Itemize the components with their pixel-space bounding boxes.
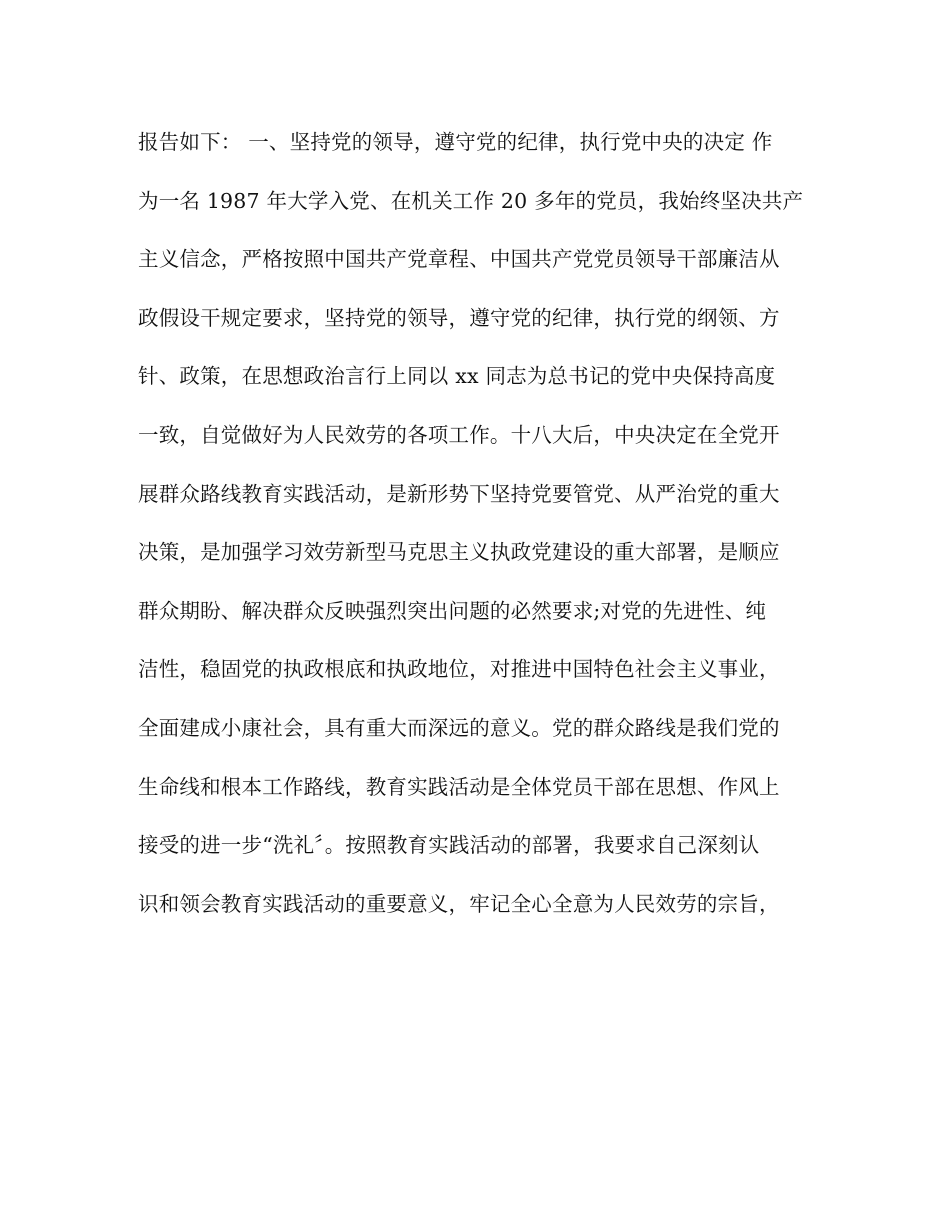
text-line: 一致，自觉做好为人民效劳的各项工作。十八大后，中央决定在全党开 [138, 422, 780, 447]
text-line: 洁性，稳固党的执政根底和执政地位，对推进中国特色社会主义事业， [138, 657, 780, 682]
text-line: 群众期盼、解决群众反映强烈突出问题的必然要求;对党的先进性、纯 [138, 598, 767, 623]
text-line: 识和领会教育实践活动的重要意义，牢记全心全意为人民效劳的宗旨， [138, 891, 780, 916]
text-line: 接受的进一步“洗礼〞。按照教育实践活动的部署，我要求自己深刻认 [138, 833, 760, 858]
text-line: 政假设干规定要求，坚持党的领导，遵守党的纪律，执行党的纲领、方 [138, 305, 780, 330]
text-line: 为一名 1987 年大学入党、在机关工作 20 多年的党员，我始终坚决共产 [138, 188, 804, 213]
text-line: 针、政策，在思想政治言行上同以 xx 同志为总书记的党中央保持高度 [138, 364, 776, 389]
text-line: 展群众路线教育实践活动，是新形势下坚持党要管党、从严治党的重大 [138, 481, 780, 506]
text-line: 生命线和根本工作路线，教育实践活动是全体党员干部在思想、作风上 [138, 774, 780, 799]
text-line: 决策，是加强学习效劳新型马克思主义执政党建设的重大部署，是顺应 [138, 540, 780, 565]
text-line: 主义信念，严格按照中国共产党章程、中国共产党党员领导干部廉洁从 [138, 247, 780, 272]
document-body [138, 119, 818, 939]
text-line: 全面建成小康社会，具有重大而深远的意义。党的群众路线是我们党的 [138, 715, 780, 740]
text-line: 报告如下： 一、坚持党的领导，遵守党的纪律，执行党中央的决定 作 [138, 130, 773, 154]
